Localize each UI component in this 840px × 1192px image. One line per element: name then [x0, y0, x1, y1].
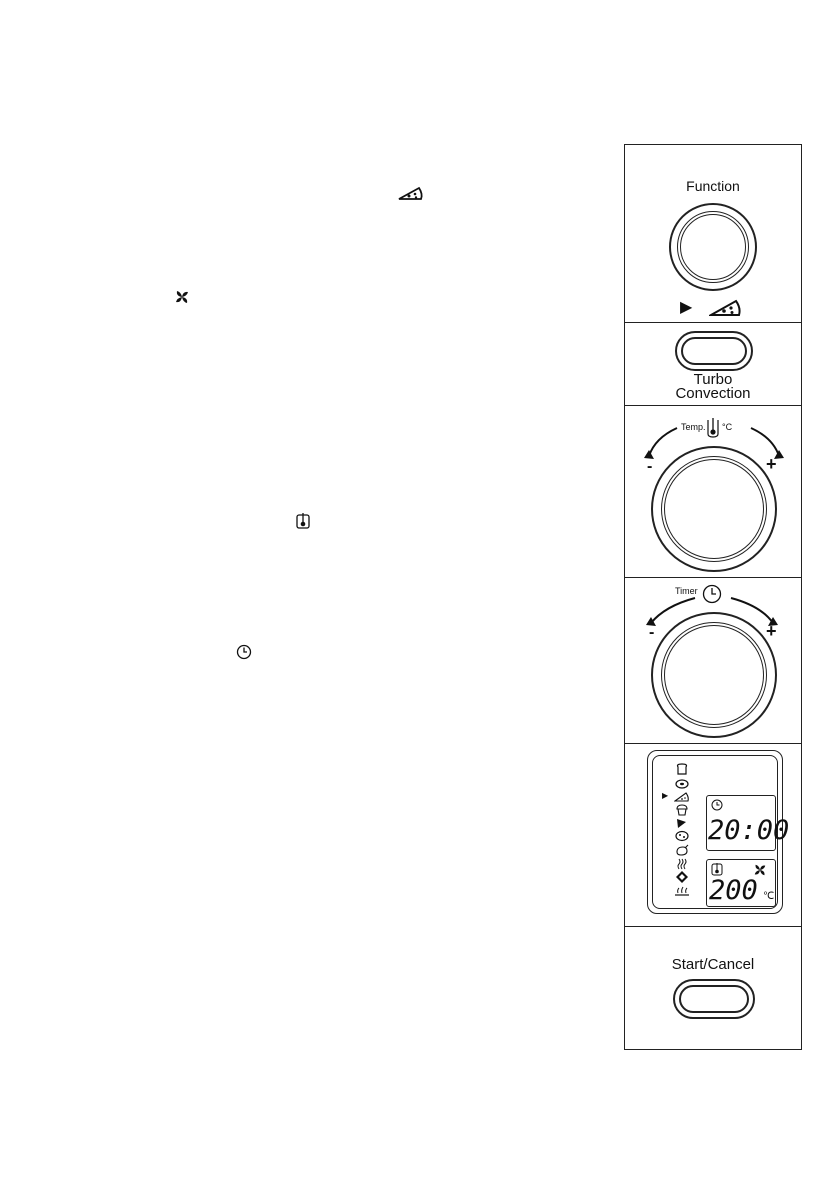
temp-label: Temp. [681, 422, 706, 432]
temp-minus-label: - [647, 458, 653, 475]
temperature-section [625, 406, 801, 578]
clock-icon [711, 799, 723, 811]
mode-selected-marker: ▶ [662, 791, 669, 800]
timer-label: Timer [675, 586, 698, 596]
time-value: 20:00 [708, 815, 790, 846]
function-knob[interactable] [669, 203, 757, 291]
cake-icon [674, 817, 690, 829]
pizza-icon [709, 298, 743, 318]
chicken-icon [674, 844, 690, 856]
thermometer-icon [296, 513, 310, 529]
control-panel [624, 144, 802, 1050]
start-cancel-label: Start/Cancel [671, 956, 755, 973]
muffin-icon [674, 804, 690, 816]
temp-plus-label: + [766, 454, 777, 474]
turbo-label: Turbo [693, 371, 733, 388]
temperature-unit: ℃ [763, 891, 775, 902]
start-button-inner [679, 985, 749, 1013]
start-section [625, 927, 801, 1051]
function-indicator-arrow: ▶ [680, 299, 693, 316]
function-knob-inner [677, 211, 749, 283]
timer-minus-label: - [649, 624, 655, 641]
cookie-icon [674, 830, 690, 842]
turbo-button-inner [681, 337, 747, 365]
function-label: Function [686, 178, 740, 194]
timer-knob[interactable] [651, 612, 777, 738]
turbo-convection-button[interactable] [675, 331, 753, 371]
toast-icon [674, 763, 690, 775]
timer-readout [706, 795, 790, 851]
warm-icon [674, 858, 690, 870]
temperature-knob-inner [661, 456, 767, 562]
lcd-display [647, 750, 790, 914]
timer-section [625, 578, 801, 744]
pizza-icon [674, 791, 690, 803]
clock-icon [236, 644, 252, 660]
broil-icon [674, 885, 690, 897]
timer-plus-label: + [766, 621, 777, 641]
pizza-icon [397, 186, 425, 202]
bagel-icon [674, 778, 690, 790]
display-section [625, 744, 801, 927]
temperature-knob[interactable] [651, 446, 777, 572]
start-cancel-button[interactable] [673, 979, 755, 1019]
temp-unit: °C [722, 422, 733, 432]
temperature-readout [706, 859, 776, 907]
timer-knob-inner [661, 622, 767, 728]
turbo-section [625, 323, 801, 406]
function-section [625, 145, 801, 323]
defrost-icon [674, 871, 690, 883]
temperature-value: 200 [709, 875, 758, 906]
fan-icon [174, 289, 190, 305]
convection-label: Convection [675, 385, 751, 402]
